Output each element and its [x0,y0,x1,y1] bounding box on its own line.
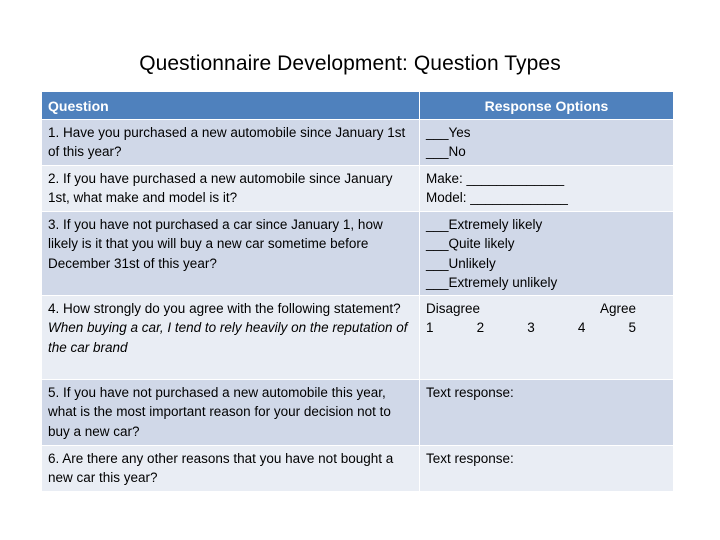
scale-point: 1 [426,320,434,336]
response-cell [420,212,674,296]
table-header-row [42,92,674,120]
header-response-options: Response Options [420,92,674,120]
table-row [42,212,674,296]
response-option: ___Extremely likely [426,217,543,233]
response-cell [420,446,674,492]
question-cell [42,296,420,380]
question-text: 5. If you have not purchased a new automobile this year, what is the most important reason for your decision not to buy a new car? [48,385,391,439]
response-cell [420,380,674,446]
response-option: ___Quite likely [426,236,515,252]
response-option: ___Extremely unlikely [426,274,558,290]
question-cell [42,166,420,212]
scale-point: 5 [628,320,636,336]
question-text: 6. Are there any other reasons that you have not bought a new car this year? [48,451,394,486]
question-cell [42,380,420,446]
table-row [42,166,674,212]
table-row [42,380,674,446]
question-cell [42,120,420,166]
response-option: Model: _____________ [426,190,568,206]
response-option: Make: _____________ [426,171,565,187]
scale-high-label: Agree [599,301,636,317]
table-row [42,296,674,380]
question-text: 4. How strongly do you agree with the following statement? [48,301,401,317]
response-cell [420,120,674,166]
question-text: 3. If you have not purchased a car since January 1, how likely is it that you will buy a new car sometime before December 31st of this year? [48,217,383,271]
header-question: Question [42,92,420,120]
agreement-scale-labels [426,299,636,318]
response-option: Text response: [426,451,514,467]
scale-point: 3 [527,320,535,336]
slide-title: Questionnaire Development: Question Types [139,52,561,75]
response-option: ___No [426,144,466,160]
question-types-table [41,91,674,492]
response-option: ___Yes [426,125,471,141]
agreement-scale-points [426,318,636,337]
scale-point: 4 [577,320,586,336]
scale-point: 2 [476,320,485,336]
scale-low-label: Disagree [426,301,481,317]
question-text: 1. Have you purchased a new automobile since January 1st of this year? [48,125,406,160]
response-option: Text response: [426,385,514,401]
response-cell [420,296,674,380]
table-row [42,446,674,492]
question-cell [42,212,420,296]
question-cell [42,446,420,492]
table-row [42,120,674,166]
response-option: ___Unlikely [426,255,496,271]
question-statement: When buying a car, I tend to rely heavily on the reputation of the car brand [48,320,408,355]
response-cell [420,166,674,212]
question-text: 2. If you have purchased a new automobile since January 1st, what make and model is it? [48,171,393,206]
